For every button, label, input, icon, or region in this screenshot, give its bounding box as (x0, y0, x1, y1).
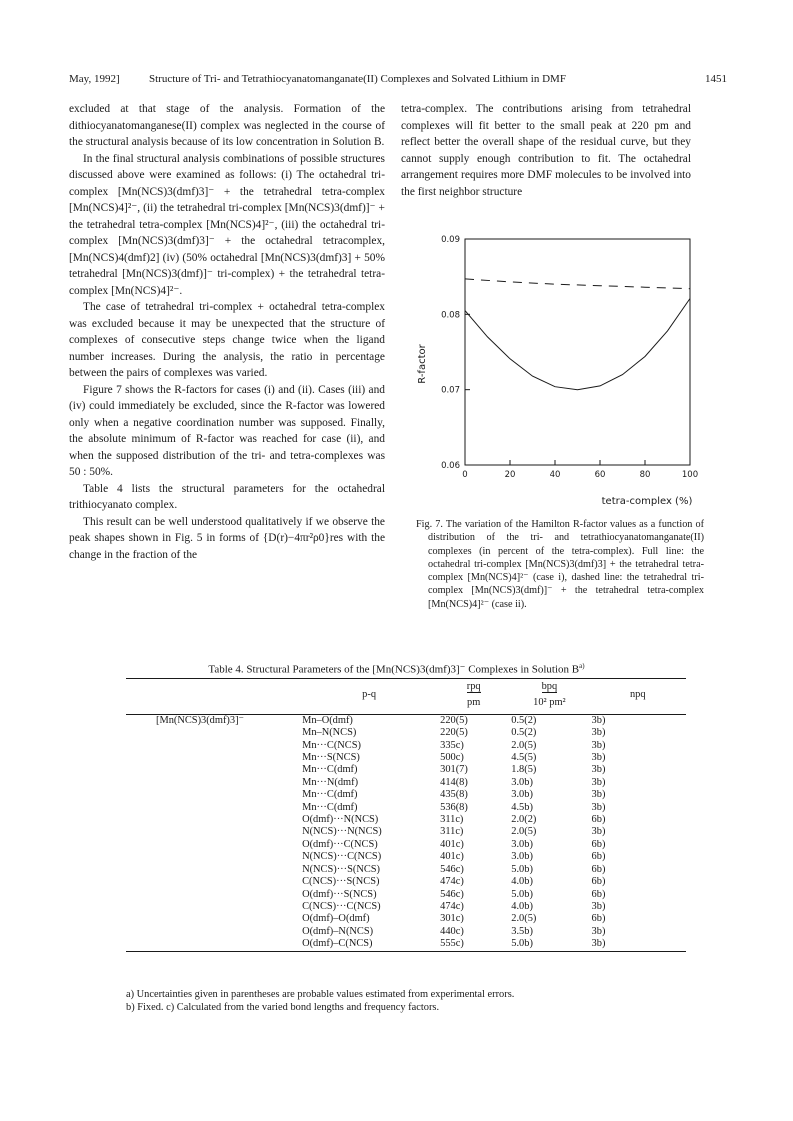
x-axis-label: tetra-complex (%) (601, 496, 693, 507)
n-cell: 3b) (591, 752, 606, 764)
pair-cell: Mn···C(dmf) (302, 764, 358, 776)
species-cell (126, 764, 300, 776)
page-number: 1451 (705, 73, 727, 85)
y-tick-label: 0.07 (441, 385, 460, 396)
plot-area (465, 239, 690, 465)
table-row (126, 752, 686, 764)
r-cell: 311c) (440, 826, 464, 838)
b-cell: 4.0b) (511, 900, 533, 912)
pair-cell: Mn···C(NCS) (302, 739, 361, 751)
paragraph: excluded at that stage of the analysis. Formation of the dithiocyanatomanganese(II) complex was neglected in the course of the structural analysis because of its low concentration in Solution B. (69, 103, 385, 148)
series-case-ii-line (465, 279, 690, 289)
b-cell: 2.0(5) (511, 913, 537, 925)
n-cell: 6b) (591, 876, 606, 888)
table-row (126, 938, 686, 951)
r-cell: 401c) (440, 851, 464, 863)
n-cell: 6b) (591, 863, 606, 875)
pair-cell: Mn···C(dmf) (302, 801, 358, 813)
table-row (126, 727, 686, 739)
r-cell: 335c) (440, 739, 464, 751)
b-cell: 3.0b) (511, 838, 533, 850)
parameter-table (126, 678, 686, 952)
paragraph: In the final structural analysis combinations of possible structures discussed above were examined as follows: (i) The octahedral tri-complex [Mn(NCS)3(dmf)3]⁻ + the tetrahedral tetra-complex [Mn(NCS)4]²⁻, (ii) the tetrahedral tri-complex [Mn(NCS)3(dmf)]⁻ + the tetrahedral tetra-complex [Mn(NCS)4]²⁻, (iii) the octahedral tri-complex [Mn(NCS)3(dmf)3]⁻ + the octahedral tetracomplex, [Mn(NCS)4(dmf)2] (iv) (50% octahedral [Mn(NCS)3(dmf)3] + 50% tetrahedral [Mn(NCS)3(dmf)]⁻ tri-complex) + the tetrahedral tetra-complex [Mn(NCS)4]²⁻. (69, 152, 385, 297)
r-cell: 536(8) (440, 801, 468, 813)
b-cell: 5.0b) (511, 863, 533, 875)
table-caption-text: Table 4. Structural Parameters of the [Mn(NCS)3(dmf)3]⁻ Complexes in Solution B (208, 663, 580, 676)
r-cell: 546c) (440, 888, 464, 900)
species-cell (126, 913, 300, 925)
right-column (401, 101, 691, 200)
pair-cell: Mn···C(dmf) (302, 789, 358, 801)
pair-cell: O(dmf)···N(NCS) (302, 814, 379, 826)
r-cell: 474c) (440, 876, 464, 888)
table-header-r-unit: pm (467, 697, 481, 709)
pair-cell: N(NCS)···S(NCS) (302, 863, 381, 875)
paragraph: tetra-complex. The contributions arising from tetrahedral complexes will fit better to the small peak at 220 pm and reflect better the overall shape of the residual curve, but they cannot supply enough contribution to fit. The octahedral arrangement requires more DMF molecules to be involved into the first neighbor structure (401, 103, 691, 198)
species-cell (126, 727, 300, 739)
table-header-blank (126, 679, 300, 712)
pair-cell: C(NCS)···C(NCS) (302, 900, 381, 912)
species-cell (126, 926, 300, 938)
n-cell: 3b) (591, 801, 606, 813)
table-header-b: bpq (509, 679, 589, 696)
paragraph: This result can be well understood qualitatively if we observe the peak shapes shown in Fig. 5 in forms of {D(r)−4πr²ρ0}res with the change in the fraction of the (69, 515, 385, 561)
b-cell: 2.0(5) (511, 826, 537, 838)
n-cell: 6b) (591, 838, 606, 850)
table-row (126, 777, 686, 789)
y-tick-label: 0.06 (441, 461, 460, 471)
r-cell: 474c) (440, 900, 464, 912)
series-case-i-line (465, 299, 690, 390)
pair-cell: Mn–N(NCS) (302, 727, 357, 739)
running-header (69, 73, 727, 87)
y-tick-label: 0.09 (441, 235, 460, 245)
species-cell (126, 851, 300, 863)
figure-caption-text: The variation of the Hamilton R-factor values as a function of distribution of the tri- and tetrathiocyanatomanganate(II) complexes (in percent of the tetra-complex). Full line: the octahedral tri-complex [Mn(NCS)3(dmf)3] + the tetrahedral tetra-complex [Mn(NCS)4]²⁻ (case i), dashed line: the tetrahedral tri-complex [Mn(NCS)3(dmf)]⁻ + the tetrahedral tetra-complex [Mn(NCS)4]²⁻ (case ii). (428, 519, 704, 610)
r-cell: 301(7) (440, 764, 468, 776)
species-cell (126, 740, 300, 752)
paragraph: Figure 7 shows the R-factors for cases (i) and (ii). Cases (iii) and (iv) could immediately be excluded, since the R-factor was lowered only when a negative coordination number was supposed. Finally, the absolute minimum of R-factor was reached for case (ii), and when the supposed distribution of the tri- and tetra-complexes was 50 : 50%. (69, 383, 385, 478)
table-header-pq: p-q (300, 679, 438, 712)
pair-cell: O(dmf)···S(NCS) (302, 888, 377, 900)
table-row (126, 926, 686, 938)
r-cell: 500c) (440, 752, 464, 764)
x-tick-label: 60 (594, 470, 606, 480)
table-row (126, 851, 686, 863)
b-cell: 3.0b) (511, 776, 533, 788)
species-cell (126, 938, 300, 951)
pair-cell: N(NCS)···C(NCS) (302, 851, 382, 863)
r-cell: 414(8) (440, 776, 468, 788)
species-cell (126, 864, 300, 876)
b-cell: 5.0b) (509, 938, 589, 951)
n-cell: 6b) (591, 814, 606, 826)
species-cell (126, 777, 300, 789)
b-cell: 0.5(2) (511, 727, 537, 739)
table-row (126, 913, 686, 925)
b-cell: 2.0(5) (511, 739, 537, 751)
pair-cell: O(dmf)–C(NCS) (300, 938, 438, 951)
table-caption (0, 662, 793, 676)
series-layer (465, 279, 690, 390)
table-caption-sup: a) (579, 662, 585, 670)
r-cell: 401c) (440, 838, 464, 850)
b-cell: 1.8(5) (511, 764, 537, 776)
n-cell: 3b) (591, 789, 606, 801)
r-cell: 546c) (440, 863, 464, 875)
x-tick-label: 100 (681, 470, 699, 480)
pair-cell: O(dmf)–O(dmf) (302, 913, 370, 925)
left-column (69, 101, 385, 563)
y-tick-label: 0.08 (441, 310, 460, 321)
b-cell: 0.5(2) (511, 714, 537, 726)
species-cell (126, 839, 300, 851)
figure-caption (416, 518, 704, 611)
b-cell: 4.5(5) (511, 752, 537, 764)
n-cell: 3b) (591, 776, 606, 788)
species-cell (126, 901, 300, 913)
b-cell: 2.0(2) (511, 814, 537, 826)
n-cell: 3b) (591, 900, 606, 912)
pair-cell: C(NCS)···S(NCS) (302, 876, 380, 888)
r-factor-chart (405, 228, 705, 508)
table-row (126, 789, 686, 801)
r-cell: 301c) (440, 913, 464, 925)
pair-cell: O(dmf)–N(NCS) (302, 925, 374, 937)
paragraph: The case of tetrahedral tri-complex + octahedral tetra-complex was excluded because it may be unexpected that the structure of complexes of consecutive steps change twice when the ligand number increases. During the analysis, the ratio in percentage between the pairs of complexes was varied. (69, 301, 385, 379)
b-cell: 4.5b) (511, 801, 533, 813)
species-cell (126, 789, 300, 801)
species-cell: [Mn(NCS)3(dmf)3]⁻ (156, 714, 245, 726)
b-cell: 3.5b) (511, 925, 533, 937)
table-row (126, 864, 686, 876)
table-header-r: rpq (438, 679, 509, 696)
y-axis-label: R-factor (417, 344, 428, 384)
n-cell: 3b) (590, 938, 686, 951)
paragraph: Table 4 lists the structural parameters for the octahedral trithiocyanato complex. (69, 482, 385, 511)
species-cell (126, 752, 300, 764)
table-row (126, 839, 686, 851)
n-cell: 6b) (591, 888, 606, 900)
figure-label: Fig. 7. (416, 519, 443, 530)
n-cell: 3b) (591, 739, 606, 751)
table-row (126, 714, 686, 727)
n-cell: 3b) (591, 764, 606, 776)
table-footnotes (126, 988, 688, 1014)
table-header-n: npq (590, 679, 686, 712)
x-tick-label: 20 (504, 470, 516, 480)
pair-cell: Mn···S(NCS) (302, 752, 360, 764)
r-cell: 440c) (440, 925, 464, 937)
species-cell (126, 889, 300, 901)
n-cell: 3b) (591, 826, 606, 838)
table-row (126, 876, 686, 888)
pair-cell: O(dmf)···C(NCS) (302, 838, 378, 850)
species-cell (126, 802, 300, 814)
n-cell: 6b) (591, 851, 606, 863)
x-tick-label: 40 (549, 470, 561, 480)
species-cell (126, 826, 300, 838)
r-cell: 220(5) (440, 714, 468, 726)
n-cell: 6b) (591, 913, 606, 925)
table-row (126, 814, 686, 826)
footnote: a) Uncertainties given in parentheses are probable values estimated from experimental errors. (126, 989, 515, 1000)
table-row (126, 901, 686, 913)
header-title: Structure of Tri- and Tetrathiocyanatomanganate(II) Complexes and Solvated Lithium in DMF (149, 73, 566, 85)
table-row (126, 740, 686, 752)
r-cell: 220(5) (440, 727, 468, 739)
n-cell: 3b) (591, 925, 606, 937)
table-row (126, 826, 686, 838)
r-cell: 435(8) (440, 789, 468, 801)
pair-cell: Mn–O(dmf) (302, 714, 353, 726)
species-cell (126, 814, 300, 826)
pair-cell: N(NCS)···N(NCS) (302, 826, 382, 838)
x-tick-label: 80 (639, 470, 651, 480)
table-header-b-unit: 10² pm² (533, 697, 566, 709)
r-cell: 311c) (440, 814, 464, 826)
b-cell: 3.0b) (511, 789, 533, 801)
b-cell: 3.0b) (511, 851, 533, 863)
table-row (126, 889, 686, 901)
n-cell: 3b) (591, 727, 606, 739)
b-cell: 4.0b) (511, 876, 533, 888)
r-cell: 555c) (438, 938, 509, 951)
species-cell (126, 876, 300, 888)
header-date: May, 1992] (69, 73, 120, 85)
b-cell: 5.0b) (511, 888, 533, 900)
pair-cell: Mn···N(dmf) (302, 776, 359, 788)
table-row (126, 802, 686, 814)
table-body (126, 714, 686, 951)
plot-frame (465, 239, 690, 465)
x-tick-label: 0 (462, 470, 468, 480)
table-row (126, 764, 686, 776)
n-cell: 3b) (591, 714, 606, 726)
axis-ticks (441, 235, 698, 480)
footnote: b) Fixed. c) Calculated from the varied bond lengths and frequency factors. (126, 1002, 440, 1013)
